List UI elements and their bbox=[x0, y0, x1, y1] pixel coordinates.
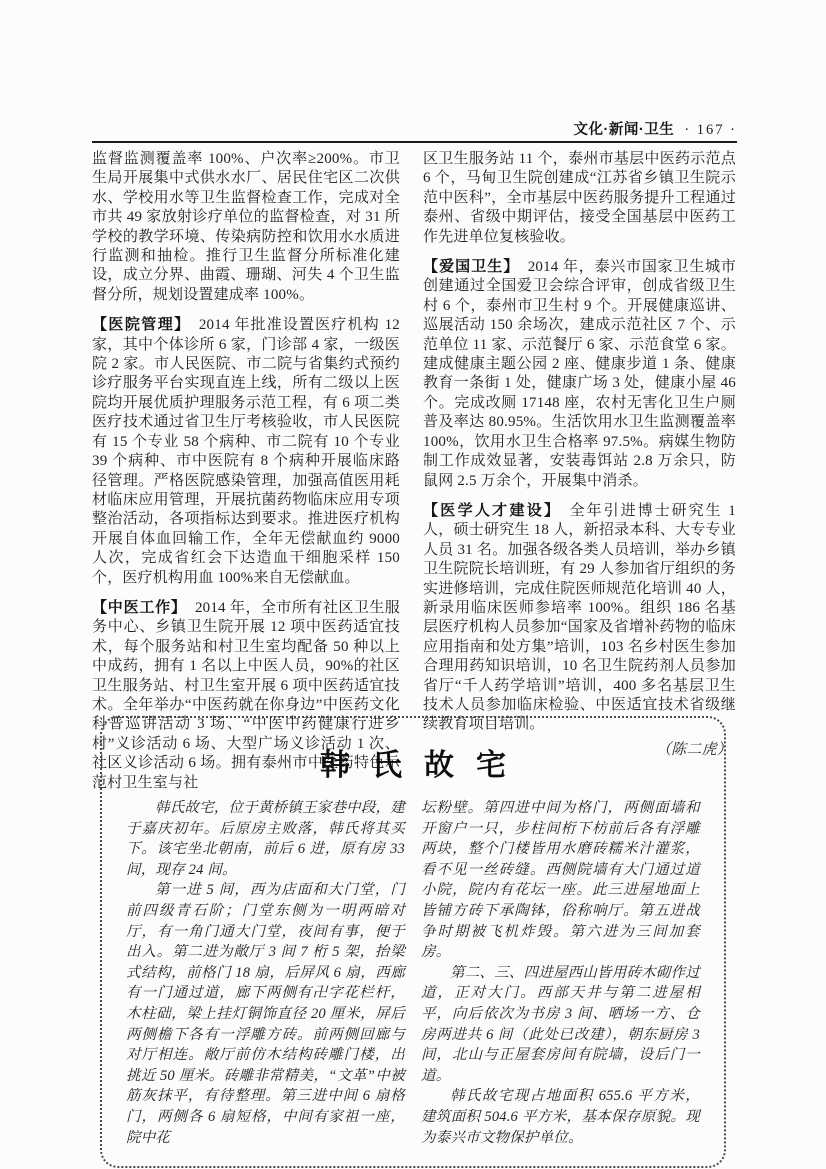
entry-heading: 【爱国卫生】 bbox=[423, 258, 520, 276]
feature-paragraph: 第二、三、四进屋西山皆用砖木砌作过道，正对大门。西部天井与第二进屋相平，向后依次为书房 3 间、晒场一方、仓房两进共 6 间（此处已改建），朝东厨房 3 间，北山与正屋套房间有院墙，设后门一道。 bbox=[421, 964, 700, 1084]
entry-hospital-management bbox=[92, 315, 400, 588]
entry-medical-talent bbox=[423, 501, 736, 735]
feature-box-right-column bbox=[421, 798, 700, 1148]
feature-box-han-residence bbox=[100, 716, 726, 1168]
author-signature: （陈二虎） bbox=[655, 741, 732, 758]
left-continuation-paragraph: 监督监测覆盖率 100%、户次率≥200%。市卫生局开展集中式供水水厂、居民住宅区二次供水、学校用水等卫生监督检查工作，完成对全市共 49 家放射诊疗单位的监督检查，对 31 所学校的教学环境、传染病防控和饮用水水质进行监测和抽检。推行卫生监督分所标准化建设，成立分界、曲霞、珊瑚、河失 4 个卫生监督分所，规划设置建成率 100%。 bbox=[92, 151, 400, 303]
header-rule bbox=[92, 141, 737, 143]
entry-body: 2014 年批准设置医疗机构 12 家，其中个体诊所 6 家，门诊部 4 家，一级医院 2 家。市人民医院、市二院与省集约式预约诊疗服务平台实现直连上线，所有二级以上医院均开展优质护理服务示范工程，有 6 项二类医疗技术通过省卫生厅考核验收，市人民医院有 15 个专业 58 个病种、市二院有 10 个专业 39 个病种、市中医院有 8 个病种开展临床路径管理。严格医院感染管理，加强高值医用耗材临床应用管理，开展抗菌药物临床应用专项整治活动，各项指标达到要求。推进医疗机构开展自体血回输工作，全年无偿献血约 9000 人次，完成省红会下达造血干细胞采样 150 个，医疗机构用血 100%来自无偿献血。 bbox=[92, 317, 400, 586]
entry-heading: 【医学人才建设】 bbox=[423, 501, 562, 519]
right-continuation-paragraph: 区卫生服务站 11 个，泰州市基层中医药示范点 6 个，马甸卫生院创建成“江苏省乡镇卫生院示范中医科”，全市基层中医药服务提升工程通过泰州、省级中期评估，接受全国基层中医药工作先进单位复核验收。 bbox=[423, 151, 736, 245]
entry-body: 全年引进博士研究生 1 人，硕士研究生 18 人，新招录本科、大专专业人员 31 名。加强各级各类人员培训，举办乡镇卫生院院长培训班，有 29 人参加省厅组织的务实进修培训，完成住院医师规范化培训 40 人，新录用临床医师参培率 100%。组织 186 名基层医疗机构人员参加“国家及省增补药物的临床应用指南和处方集”培训，103 名乡村医生参加合理用药知识培训，10 名卫生院药剂人员参加省厅“千人药学培训”培训，400 多名基层卫生技术人员参加临床检验、中医适宜技术省级继续教育项目培训。 bbox=[423, 502, 736, 733]
feature-paragraph: 韩氏故宅，位于黄桥镇王家巷中段，建于嘉庆初年。后原房主败落，韩氏将其买下。该宅坐北朝南，前后 6 进，原有房 33 间，现存 24 间。 bbox=[126, 800, 405, 878]
right-column bbox=[423, 150, 736, 760]
entry-heading: 【医院管理】 bbox=[92, 316, 191, 334]
feature-paragraph: 第一进 5 间，西为店面和大门堂，门前四级青石阶；门堂东侧为一明两暗对厅，有一角门通大门堂，夜间有事，便于出入。第二进为敞厅 3 间 7 桁 5 架，抬梁式结构，前格门 18 扇，后屏风 6 扇，西廊有一门通过道，廊下两侧有卍字花栏杆，木柱础，梁上挂灯铜饰直径 20 厘米，屏后两侧檐下各有一浮雕方砖。前两侧回廊与对厅相连。敞厅前仿木结构砖雕门楼，出挑近 50 厘米。砖雕非常精美，“文革”中被筋灰抹平，有待整理。第三进中间 6 扇格门，两侧各 6 扇短格，中间有家祖一座，院中花 bbox=[126, 882, 405, 1146]
entry-body: 2014 年，全市所有社区卫生服务中心、乡镇卫生院开展 12 项中医药适宜技术，每个服务站和村卫生室均配备 50 种以上中成药，拥有 1 名以上中医人员，90%的社区卫生服务站、村卫生室开展 6 项中医药适宜技术。全年举办“中医药就在你身边”中医药文化科普巡讲活动 3 场、“中医中药健康行进乡村”义诊活动 6 场、大型广场义诊活动 1 次、社区义诊活动 6 场。拥有泰州市中医药特色示范村卫生室与社 bbox=[92, 599, 400, 791]
left-column bbox=[92, 150, 400, 793]
entry-body: 2014 年，泰兴市国家卫生城市创建通过全国爱卫会综合评审，创成省级卫生村 6 个，泰州市卫生村 9 个。开展健康巡讲、巡展活动 150 余场次，建成示范社区 7 个、示范单位 11 家、示范餐厅 6 家、示范食堂 6 家。建成健康主题公园 2 座、健康步道 1 条、健康教育一条街 1 处，健康广场 3 处，健康小屋 46 个。完成改厕 17148 座，农村无害化卫生户厕普及率达 80.95%。生活饮用水卫生监测覆盖率 100%，饮用水卫生合格率 97.5%。病媒生物防制工作成效显著，安装毒饵站 2.8 万余只，防鼠网 2.5 万余个，开展集中消杀。 bbox=[423, 259, 736, 489]
feature-paragraph-continuation: 坛粉壁。第四进中间为格门，两侧面墙和开窗户一只，步柱间桁下枋前后各有浮雕两块，整个门楼皆用水磨砖糯米汁灌浆，看不见一丝砖缝。西侧院墙有大门通过道小院，院内有花坛一座。此三进屋地面上皆铺方砖下承陶钵，俗称响厅。第五进战争时期被飞机炸毁。第六进为三间加套房。 bbox=[421, 800, 700, 961]
feature-box-left-column bbox=[126, 798, 405, 1148]
feature-box-title: 韩氏故宅 bbox=[320, 748, 528, 783]
feature-box-columns bbox=[126, 798, 700, 1148]
entry-heading: 【中医工作】 bbox=[92, 598, 187, 616]
running-head bbox=[92, 118, 737, 139]
running-head-section-title: 文化·新闻·卫生 bbox=[573, 122, 675, 138]
feature-paragraph: 韩氏故宅现占地面积 655.6 平方米， 建筑面积 504.6 平方米，基本保存原貌。现为泰兴市文物保护单位。 bbox=[421, 1088, 700, 1146]
page-number: · 167 · bbox=[684, 122, 737, 138]
entry-patriotic-health bbox=[423, 257, 736, 491]
